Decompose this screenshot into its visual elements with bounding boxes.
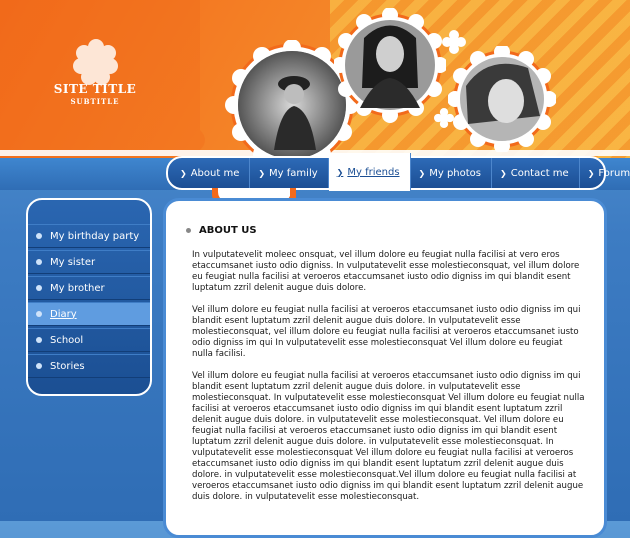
bullet-icon [36, 233, 42, 239]
tab-about-me[interactable] [172, 158, 250, 188]
tab-label: My friends [347, 166, 400, 178]
site-title: SITE TITLE [53, 82, 137, 96]
sidebar-menu [26, 198, 152, 396]
tab-label: My photos [429, 167, 482, 179]
sidebar-item-diary[interactable] [28, 302, 150, 326]
bullet-icon [36, 311, 42, 317]
main-content [163, 198, 607, 538]
tab-label: My family [269, 167, 318, 179]
sidebar-item-label: Diary [50, 308, 77, 320]
sidebar-item-school[interactable] [28, 328, 150, 352]
heading-text: ABOUT US [199, 225, 257, 236]
content-paragraph: Vel illum dolore eu feugiat nulla facilisi at veroeros etaccumsanet iusto odio digniss im qui blandit esent luptatum zzril delenit augue duis dolore. In vulputatevelit esse molestieconsquat, vel illum dolore eu feugiat nulla facilisi at veroeros etaccumsanet iusto odio digniss im qui In vulputatevelit esse molestieconsquat Vel illum dolore eu feugiat nulla facilisi. [192, 305, 581, 359]
content-paragraph: In vulputatevelit moleec onsquat, vel illum dolore eu feugiat nulla facilisi at vero eros etaccumsanet iusto odio digniss. In vulputatevelit esse molestieconsquat, vel illum dolore eu feugiat nulla facilisi at veroeros etaccumsanet iusto odio digniss im qui blandit esent luptatum zzril delenit augue duis dolore. [192, 250, 580, 293]
chevron-right-icon: ❯ [258, 168, 266, 178]
sidebar-item-stories[interactable] [28, 354, 150, 378]
sidebar-item-label: My brother [50, 282, 105, 294]
main-navigation [166, 156, 630, 190]
tab-contact-me[interactable] [492, 158, 580, 188]
sidebar-item-my-sister[interactable] [28, 250, 150, 274]
chevron-right-icon: ❯ [336, 167, 344, 177]
sidebar-item-label: School [50, 334, 84, 346]
site-subtitle: SUBTITLE [70, 97, 120, 106]
tab-my-friends[interactable] [329, 153, 411, 191]
flower-logo-icon [72, 38, 120, 86]
sidebar-item-my-brother[interactable] [28, 276, 150, 300]
content-heading [186, 225, 586, 236]
content-paragraph: Vel illum dolore eu feugiat nulla facilisi at veroeros etaccumsanet iusto odio digniss im qui blandit esent luptatum zzril delenit augue duis dolore. in vulputatevelit esse molestieconsquat. In vulputatevelit esse molestieconsquat Vel illum dolore eu feugiat nulla facilisi at veroeros etaccumsanet iusto odio digniss im qui blandit esent luptatum zzril delenit augue duis dolore. in vulputatevelit esse molestieconsquat. Vel illum dolore eu feugiat nulla facilisi at veroeros etaccumsanet iusto odio digniss im qui blandit esent luptatum zzril delenit augue duis dolore. in vulputatevelit esse molestieconsquat. In vulputatevelit esse molestieconsquat Vel illum dolore eu feugiat nulla facilisi at veroeros etaccumsanet iusto odio digniss im qui blandit esent luptatum zzril delenit augue duis dolore. in vulputatevelit esse molestieconsquat.Vel illum dolore eu feugiat nulla facilisi at veroeros etaccumsanet iusto odio digniss im qui blandit esent luptatum zzril delenit augue duis dolore. in vulputatevelit esse molestieconsquat. [192, 371, 585, 502]
chevron-right-icon: ❯ [180, 168, 187, 178]
bullet-icon [36, 363, 42, 369]
bullet-icon [36, 337, 42, 343]
sidebar-item-label: My sister [50, 256, 96, 268]
chevron-right-icon: ❯ [500, 168, 507, 178]
bullet-icon [36, 259, 42, 265]
sidebar-item-my-birthday-party[interactable] [28, 224, 150, 248]
sidebar-item-label: My birthday party [50, 230, 140, 242]
small-flower-icon [442, 30, 466, 54]
chevron-right-icon: ❯ [418, 168, 426, 178]
tab-label: Contact me [510, 167, 569, 179]
tab-label: About me [190, 167, 240, 179]
small-flower-icon [434, 108, 454, 128]
photo-frame-2 [334, 8, 446, 123]
tab-my-family[interactable] [250, 158, 328, 188]
bullet-icon [36, 285, 42, 291]
chevron-right-icon: ❯ [587, 168, 595, 178]
tab-forum[interactable] [580, 158, 630, 188]
bullet-icon [186, 228, 191, 233]
photo-frame-3 [448, 46, 556, 152]
sidebar-item-label: Stories [50, 360, 85, 372]
tab-label: Forum [598, 167, 630, 179]
tab-my-photos[interactable] [411, 158, 492, 188]
